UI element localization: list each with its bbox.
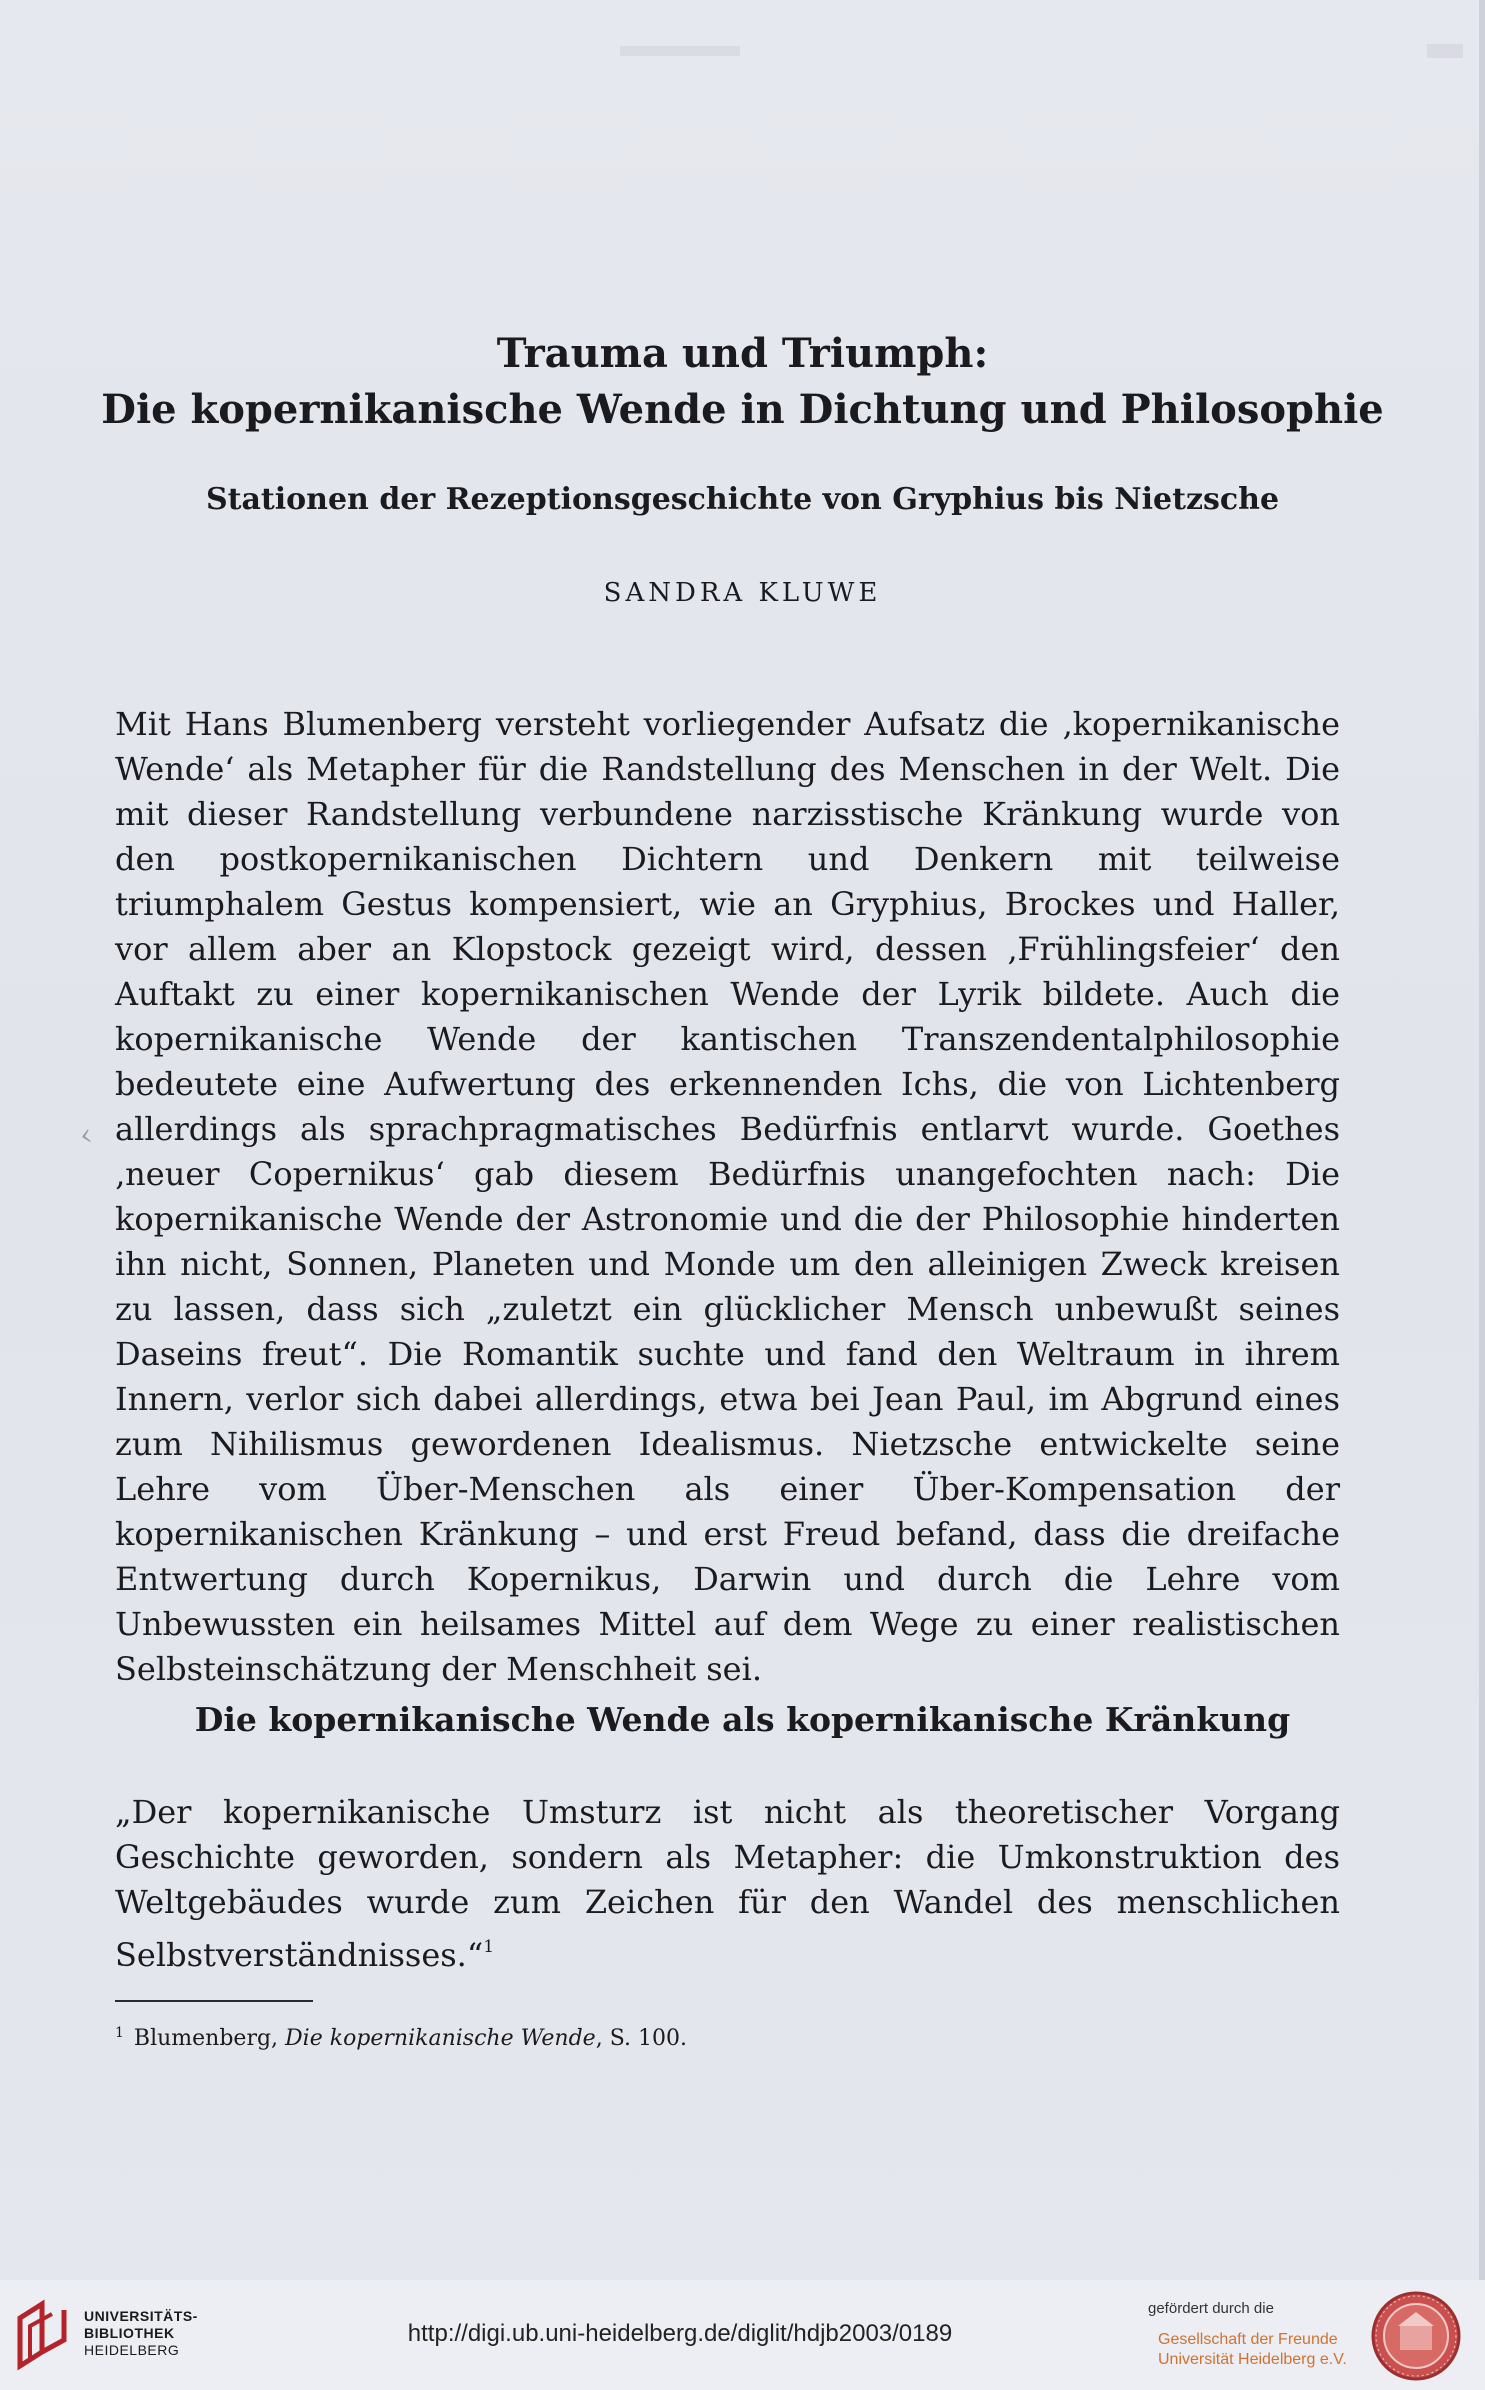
library-name-line-2: BIBLIOTHEK [84, 2325, 175, 2341]
footnote-author: Blumenberg, [133, 2026, 279, 2051]
sponsor-name-line-1: Gesellschaft der Freunde [1158, 2331, 1338, 2348]
article-subtitle: Stationen der Rezeptionsgeschichte von Gryphius bis Nietzsche [205, 482, 1280, 517]
blumenberg-quote [115, 1790, 1340, 1978]
footnote-work-title: Die kopernikanische Wende [285, 2026, 596, 2051]
abstract-paragraph: Mit Hans Blumenberg versteht vorliegender Aufsatz die ‚kopernikanische Wende‘ als Metapher für die Randstellung des Menschen in der Welt. Die mit dieser Randstellung verbundene narzisstische Kränkung wurde von den postkopernikanischen Dichtern und Denkern mit teilweise triumphalem Gestus kompensiert, wie an Gryphius, Brockes und Haller, vor allem aber an Klopstock gezeigt wird, dessen ‚Frühlingsfeier‘ den Auftakt zu einer kopernikanischen Wende der Lyrik bildete. Auch die kopernikanische Wende der kantischen Transzendentalphilosophie bedeutete eine Aufwertung des erkennenden Ichs, die von Lichtenberg allerdings als sprachpragmatisches Bedürfnis entlarvt wurde. Goethes ‚neuer Copernikus‘ gab diesem Bedürfnis unangefochten nach: Die kopernikanische Wende der Astronomie und die der Philosophie hinderten ihn nicht, Sonnen, Planeten und Monde um den alleinigen Zweck kreisen zu lassen, dass sich „zuletzt ein glücklicher Mensch unbewußt seines Daseins freut“. Die Romantik suchte und fand den Weltraum in ihrem Innern, verlor sich dabei allerdings, etwa bei Jean Paul, im Abgrund eines zum Nihilismus gewordenen Idealismus. Nietzsche entwickelte seine Lehre vom Über-Menschen als einer Über-Kompensation der kopernikanischen Kränkung – und erst Freud befand, dass die dreifache Entwertung durch Kopernikus, Darwin und durch die Lehre vom Unbewussten ein heilsames Mittel auf dem Wege zu einer realistischen Selbsteinschätzung der Menschheit sei. [115, 705, 1340, 1688]
quote-text: „Der kopernikanische Umsturz ist nicht als theoretischer Vorgang Geschichte geworden, sondern als Metapher: die Umkonstruktion des Weltgebäudes wurde zum Zeichen für den Wandel des menschlichen Selbstverständnisses.“ [115, 1793, 1340, 1974]
author-name: SANDRA KLUWE [603, 578, 882, 608]
sponsor-name[interactable] [1158, 2330, 1347, 2370]
university-seal-icon [1370, 2290, 1462, 2382]
footnote [115, 2018, 1215, 2054]
library-name-line-1: UNIVERSITÄTS- [84, 2308, 198, 2324]
show-through-header [0, 42, 1485, 62]
section-heading: Die kopernikanische Wende als kopernikanische Kränkung [194, 1700, 1291, 1739]
library-name-line-3: HEIDELBERG [84, 2342, 180, 2358]
digitization-footer [0, 2280, 1485, 2390]
article-title-line-2: Die kopernikanische Wende in Dichtung und Philosophie [101, 386, 1384, 433]
sponsor-name-line-2: Universität Heidelberg e.V. [1158, 2351, 1347, 2368]
permalink-url[interactable]: http://digi.ub.uni-heidelberg.de/diglit/hdjb2003/0189 [407, 2320, 953, 2347]
ub-heidelberg-logo-icon[interactable] [14, 2296, 72, 2374]
footnote-number: 1 [115, 2025, 124, 2041]
margin-pencil-mark: ‹ [77, 1117, 95, 1154]
footnote-page: , S. 100. [595, 2026, 687, 2051]
footnote-reference[interactable]: 1 [483, 1937, 495, 1957]
library-name [84, 2308, 198, 2359]
article-title-line-1: Trauma und Triumph: [496, 330, 989, 377]
footnote-rule [115, 2000, 313, 2002]
funded-by-label: gefördert durch die [1148, 2300, 1274, 2317]
